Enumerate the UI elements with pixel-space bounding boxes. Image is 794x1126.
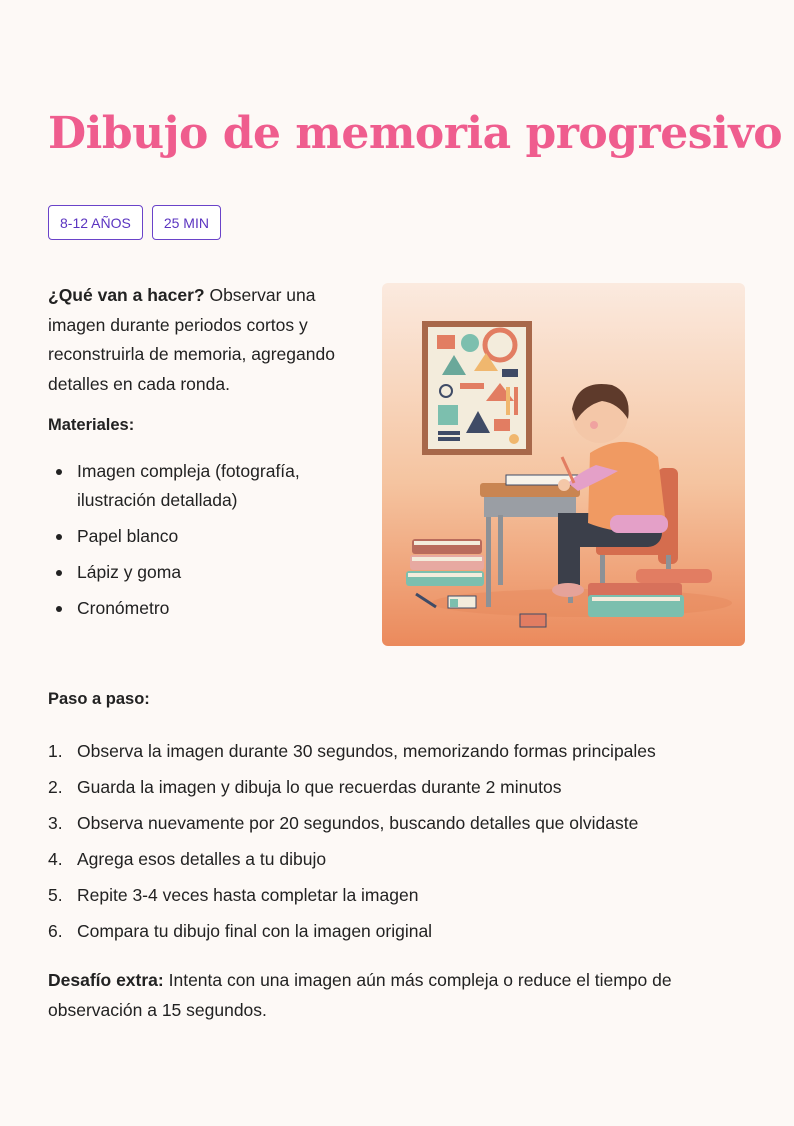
step-number: 5. [48, 885, 63, 905]
step-number: 1. [48, 741, 63, 761]
list-item: Papel blanco [48, 522, 348, 551]
extra-label: Desafío extra: [48, 970, 164, 990]
list-item [48, 738, 746, 764]
list-item: Lápiz y goma [48, 558, 348, 587]
duration-tag: 25 MIN [152, 205, 221, 240]
materials-heading: Materiales: [48, 416, 135, 434]
poster-frame [422, 321, 532, 455]
step-text: Repite 3-4 veces hasta completar la imagen [77, 885, 419, 905]
steps-list [48, 738, 746, 954]
intro-label: ¿Qué van a hacer? [48, 285, 205, 305]
page-title: Dibujo de memoria progresivo [48, 108, 783, 159]
step-text: Guarda la imagen y dibuja lo que recuerdas durante 2 minutos [77, 777, 562, 797]
step-text: Compara tu dibujo final con la imagen original [77, 921, 433, 941]
book-stack [406, 539, 484, 586]
tag-list [48, 205, 221, 240]
intro-paragraph [48, 281, 348, 399]
list-item: Cronómetro [48, 594, 348, 623]
materials-list [48, 457, 348, 630]
extra-challenge [48, 966, 738, 1025]
list-item: Imagen compleja (fotografía, ilustración detallada) [48, 457, 348, 515]
steps-heading: Paso a paso: [48, 690, 150, 708]
extra-text: Intenta con una imagen aún más compleja o reduce el tiempo de observación a 15 segundos. [48, 970, 672, 1020]
step-number: 2. [48, 777, 63, 797]
list-item [48, 810, 746, 836]
step-number: 4. [48, 849, 63, 869]
step-text: Observa nuevamente por 20 segundos, buscando detalles que olvidaste [77, 813, 639, 833]
list-item [48, 774, 746, 800]
step-number: 6. [48, 921, 63, 941]
child-drawing-illustration [382, 283, 745, 646]
intro-text: Observar una imagen durante periodos cortos y reconstruirla de memoria, agregando detalles en cada ronda. [48, 285, 335, 394]
step-text: Agrega esos detalles a tu dibujo [77, 849, 327, 869]
step-text: Observa la imagen durante 30 segundos, memorizando formas principales [77, 741, 656, 761]
list-item [48, 846, 746, 872]
step-number: 3. [48, 813, 63, 833]
age-tag: 8-12 AÑOS [48, 205, 143, 240]
list-item [48, 882, 746, 908]
list-item [48, 918, 746, 944]
